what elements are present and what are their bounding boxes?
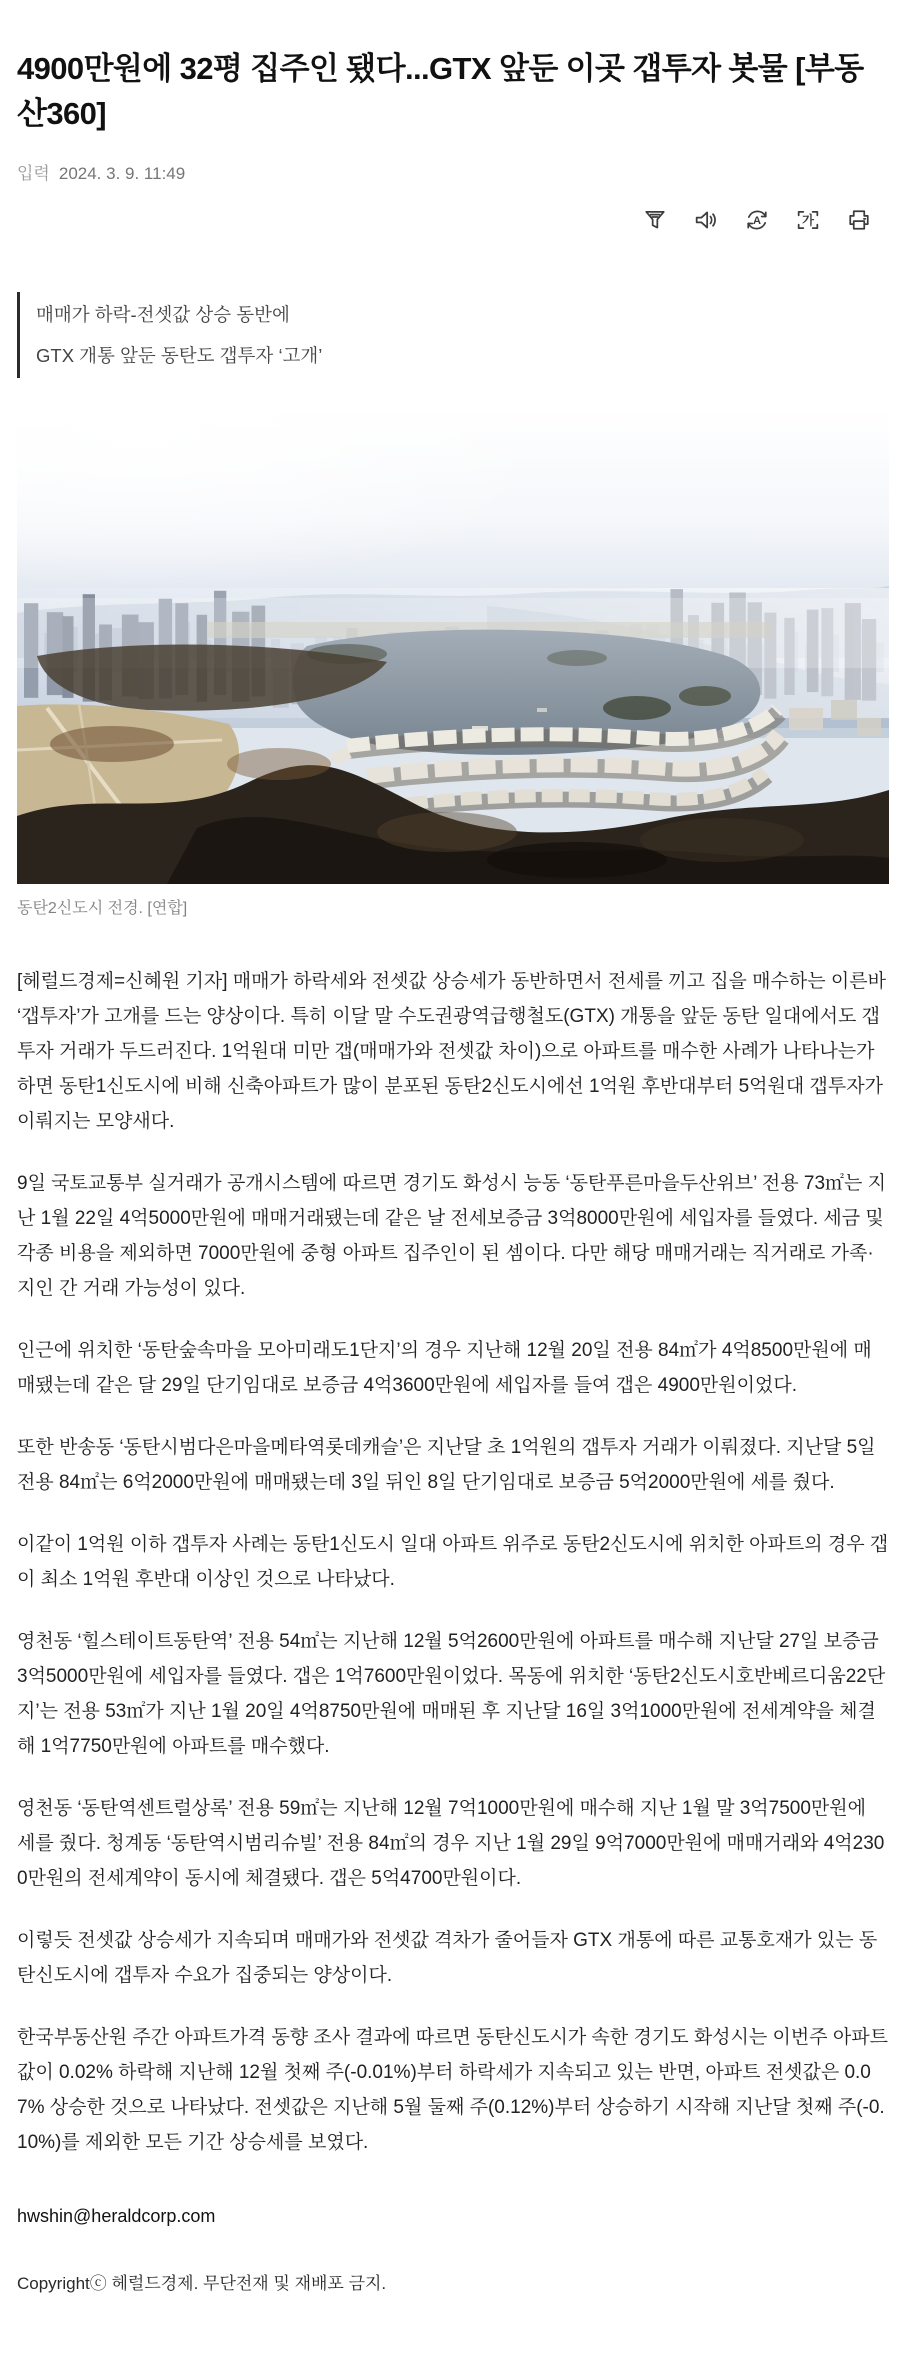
funnel-icon [641,206,669,234]
body-paragraph: 한국부동산원 주간 아파트가격 동향 조사 결과에 따르면 동탄신도시가 속한 경기도 화성시는 이번주 아파트값이 0.02% 하락해 지난해 12월 첫째 주(-0.01%)부터 하락세가 지속되고 있는 반면, 아파트 전셋값은 0.07% 상승한 것으로 나타났다. 전셋값은 지난해 5월 둘째 주(0.12%)부터 상승하기 시작해 지난달 첫째 주(-0.10%)를 제외한 모든 기간 상승세를 보였다. [17,2026,888,2153]
body-paragraph: 인근에 위치한 ‘동탄숲속마을 모아미래도1단지’의 경우 지난해 12월 20일 전용 84㎡가 4억8500만원에 매매됐는데 같은 달 29일 단기임대로 보증금 4억3600만원에 세입자를 들여 갭은 4900만원이었다. [17,1339,872,1396]
tts-button[interactable] [692,206,720,234]
aerial-photo-illustration [17,408,889,884]
reporter-email: hwshin@heraldcorp.com [17,2205,216,2226]
article-body [17,964,889,2160]
translate-button[interactable] [743,206,771,234]
quote-line: GTX 개통 앞둔 동탄도 갭투자 ‘고개’ [36,344,323,366]
svg-text:A: A [752,214,762,227]
body-paragraph: 영천동 ‘힐스테이트동탄역’ 전용 54㎡는 지난해 12월 5억2600만원에 아파트를 매수해 지난달 27일 보증금 3억5000만원에 세입자를 들였다. 갭은 1억7600만원이었다. 목동에 위치한 ‘동탄2신도시호반베르디움22단지’는 전용 53㎡가 지난 1월 20일 4억8750만원에 매매된 후 지난달 16일 3억1000만원에 전세계약을 체결해 1억7750만원에 아파트를 매수했다. [17,1630,886,1757]
article-title: 4900만원에 32평 집주인 됐다...GTX 앞둔 이곳 갭투자 봇물 [부동산360] [17,51,864,132]
svg-text:가: 가 [802,212,814,227]
print-button[interactable] [845,206,873,234]
body-paragraph: 또한 반송동 ‘동탄시범다은마을메타역롯데캐슬’은 지난달 초 1억원의 갭투자 거래가 이뤄졌다. 지난달 5일 전용 84㎡는 6억2000만원에 매매됐는데 3일 뒤인 8일 단기임대로 보증금 5억2000만원에 세를 줬다. [17,1436,876,1493]
printer-icon [845,206,873,234]
translate-icon [743,206,771,234]
body-paragraph: 이같이 1억원 이하 갭투자 사례는 동탄1신도시 일대 아파트 위주로 동탄2신도시에 위치한 아파트의 경우 갭이 최소 1억원 후반대 이상인 것으로 나타났다. [17,1533,889,1590]
article-toolbar [17,206,889,234]
quote-line: 매매가 하락-전셋값 상승 동반에 [36,303,290,325]
speaker-icon [692,206,720,234]
body-paragraph: 영천동 ‘동탄역센트럴상록’ 전용 59㎡는 지난해 12월 7억1000만원에 매수해 지난 1월 말 3억7500만원에 세를 줬다. 청계동 ‘동탄역시범리슈빌’ 전용 84㎡의 경우 지난 1월 29일 9억7000만원에 매매거래와 4억2300만원의 전세계약이 동시에 체결됐다. 갭은 5억4700만원이다. [17,1797,885,1889]
body-paragraph: 9일 국토교통부 실거래가 공개시스템에 따르면 경기도 화성시 능동 ‘동탄푸른마을두산위브’ 전용 73㎡는 지난 1월 22일 4억5000만원에 매매거래됐는데 같은 날 전세보증금 3억8000만원에 세입자를 들였다. 세금 및 각종 비용을 제외하면 7000만원에 중형 아파트 집주인이 된 셈이다. 다만 해당 매매거래는 직거래로 가족·지인 간 거래 가능성이 있다. [17,1172,887,1299]
published-datetime: 2024. 3. 9. 11:49 [58,163,186,183]
photo-caption: 동탄2신도시 전경. [연합] [17,899,188,917]
article-figure [17,408,889,918]
font-size-icon [794,206,822,234]
copyright-notice: Copyrightⓒ 헤럴드경제. 무단전재 및 재배포 금지. [17,2273,387,2293]
font-size-button[interactable] [794,206,822,234]
summary-button[interactable] [641,206,669,234]
published-label: 입력 [17,163,50,183]
body-paragraph: [헤럴드경제=신혜원 기자] 매매가 하락세와 전셋값 상승세가 동반하면서 전세를 끼고 집을 매수하는 이른바 ‘갭투자’가 고개를 드는 양상이다. 특히 이달 말 수도권광역급행철도(GTX) 개통을 앞둔 동탄 일대에서도 갭투자 거래가 두드러진다. 1억원대 미만 갭(매매가와 전셋값 차이)으로 아파트를 매수한 사례가 나타나는가 하면 동탄1신도시에 비해 신축아파트가 많이 분포된 동탄2신도시에선 1억원 후반대부터 5억원대 갭투자가 이뤄지는 모양새다. [17,970,886,1132]
article-photo [17,408,889,884]
body-paragraph: 이렇듯 전셋값 상승세가 지속되며 매매가와 전셋값 격차가 줄어들자 GTX 개통에 따른 교통호재가 있는 동탄신도시에 갭투자 수요가 집중되는 양상이다. [17,1929,878,1986]
article-meta [17,159,889,184]
subhead-quote [17,292,889,378]
